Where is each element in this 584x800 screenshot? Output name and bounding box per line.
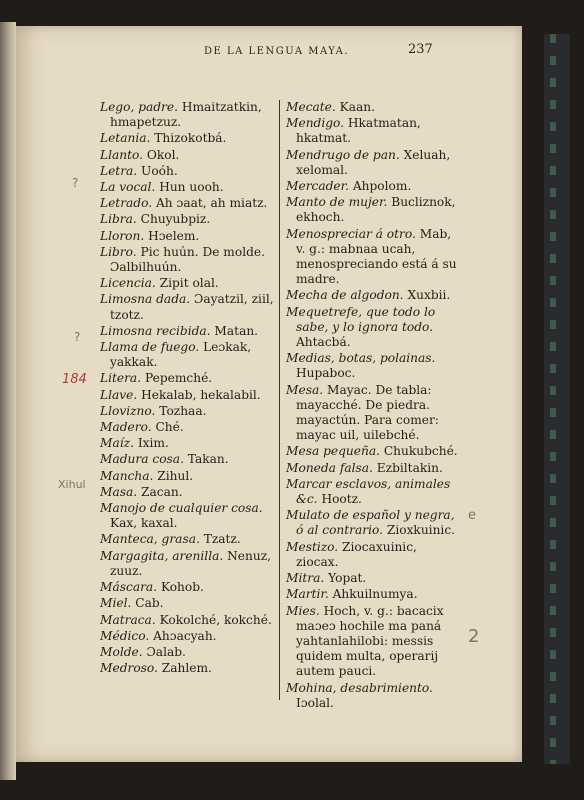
column-divider bbox=[279, 100, 280, 700]
page-number: 237 bbox=[408, 42, 433, 57]
entry-definition: Bucliznok, ekhoch. bbox=[296, 195, 456, 225]
dictionary-entry bbox=[286, 477, 462, 507]
pencil-mark-3: 2 bbox=[468, 626, 480, 647]
entry-headword: Martir. bbox=[286, 587, 329, 602]
entry-definition: Hmaitzatkin, hmapetzuz. bbox=[110, 100, 262, 130]
dictionary-entry bbox=[100, 388, 276, 403]
dictionary-entry bbox=[100, 549, 276, 579]
dictionary-entry bbox=[100, 164, 276, 179]
entry-definition: Hɔelem. bbox=[148, 228, 200, 243]
dictionary-entry bbox=[286, 227, 462, 288]
dictionary-entry bbox=[286, 288, 462, 303]
entry-definition: Ezbiltakin. bbox=[376, 460, 443, 475]
dictionary-entry bbox=[286, 587, 462, 602]
dictionary-entry bbox=[100, 501, 276, 531]
entry-headword: Litera. bbox=[100, 371, 142, 386]
dictionary-entry bbox=[100, 100, 276, 130]
dictionary-entry bbox=[100, 180, 276, 195]
entry-headword: Mulato de español y negra, ó al contrario. bbox=[286, 508, 455, 538]
entry-definition: Ahpolom. bbox=[352, 179, 412, 194]
dictionary-entry bbox=[100, 324, 276, 339]
dictionary-entry bbox=[286, 540, 462, 570]
entry-definition: Ɔayatzil, ziil, tzotz. bbox=[110, 292, 274, 322]
entry-headword: Menospreciar á otro. bbox=[286, 226, 416, 241]
entry-headword: Letrado. bbox=[100, 196, 153, 211]
dictionary-entry bbox=[100, 469, 276, 484]
dictionary-entry bbox=[286, 351, 462, 381]
entry-headword: Médico. bbox=[100, 628, 150, 643]
entry-definition: Leɔkak, yakkak. bbox=[110, 340, 252, 370]
book-binding bbox=[0, 22, 16, 780]
entry-definition: Hootz. bbox=[321, 492, 362, 507]
entry-headword: Mesa. bbox=[286, 382, 324, 397]
entry-headword: Limosna recibida. bbox=[100, 323, 211, 338]
entry-definition: Kaan. bbox=[339, 100, 376, 114]
entry-headword: Madero. bbox=[100, 420, 152, 435]
dictionary-entry bbox=[100, 532, 276, 547]
entry-definition: Ixim. bbox=[137, 436, 169, 451]
entry-headword: Molde. bbox=[100, 644, 143, 659]
book-cover-edge bbox=[544, 34, 570, 764]
entry-headword: Licencia. bbox=[100, 276, 156, 291]
entry-headword: Maíz. bbox=[100, 436, 134, 451]
dictionary-entry bbox=[286, 305, 462, 351]
entry-headword: Mohina, desabrimiento. bbox=[286, 680, 433, 695]
dictionary-entry bbox=[100, 661, 276, 676]
entry-definition: Iɔolal. bbox=[296, 695, 334, 710]
dictionary-entry bbox=[100, 629, 276, 644]
entry-headword: Lloron. bbox=[100, 228, 145, 243]
right-column bbox=[286, 100, 462, 712]
dictionary-entry bbox=[100, 645, 276, 660]
entry-headword: Llovizno. bbox=[100, 403, 156, 418]
dictionary-entry bbox=[100, 613, 276, 628]
dictionary-entry bbox=[100, 596, 276, 611]
left-column bbox=[100, 100, 276, 677]
entry-definition: Mayac. De tabla: mayacché. De piedra. mayactún. Para comer: mayac uil, uilebché. bbox=[296, 382, 439, 443]
entry-definition: Hkatmatan, hkatmat. bbox=[296, 116, 421, 146]
entry-headword: Manteca, grasa. bbox=[100, 532, 200, 547]
entry-definition: Zihul. bbox=[157, 468, 194, 483]
entry-headword: Mestizo. bbox=[286, 539, 339, 554]
dictionary-entry bbox=[286, 508, 462, 538]
entry-definition: Thizokotbá. bbox=[154, 131, 227, 146]
entry-headword: Letra. bbox=[100, 163, 138, 178]
entry-definition: Ah ɔaat, ah miatz. bbox=[155, 196, 268, 211]
entry-definition: Xeluah, xelomal. bbox=[296, 147, 451, 177]
dictionary-entry bbox=[286, 444, 462, 459]
entry-headword: Mitra. bbox=[286, 571, 325, 586]
dictionary-entry bbox=[286, 681, 462, 711]
entry-definition: Yopat. bbox=[328, 571, 367, 586]
entry-headword: Matraca. bbox=[100, 612, 156, 627]
dictionary-entry bbox=[286, 116, 462, 146]
entry-headword: Manojo de cualquier cosa. bbox=[100, 501, 263, 516]
dictionary-entry bbox=[100, 229, 276, 244]
entry-headword: Marcar esclavos, animales &c. bbox=[286, 476, 451, 507]
dictionary-entry bbox=[286, 148, 462, 178]
entry-definition: Ché. bbox=[155, 420, 184, 435]
entry-definition: Hupaboc. bbox=[296, 366, 356, 381]
entry-definition: Tozhaa. bbox=[159, 403, 207, 418]
entry-headword: Mercader. bbox=[286, 179, 349, 194]
entry-headword: Libro. bbox=[100, 244, 137, 259]
dictionary-entry bbox=[286, 179, 462, 194]
entry-definition: Pic huún. De molde. Ɔalbilhuún. bbox=[110, 244, 265, 275]
dictionary-entry bbox=[286, 571, 462, 586]
entry-headword: Masa. bbox=[100, 484, 138, 499]
entry-definition: Okol. bbox=[146, 147, 180, 162]
entry-headword: Llave. bbox=[100, 387, 138, 402]
dictionary-entry bbox=[100, 420, 276, 435]
entry-headword: Miel. bbox=[100, 596, 132, 611]
entry-definition: Tzatz. bbox=[203, 532, 241, 547]
entry-headword: Margagita, arenilla. bbox=[100, 548, 224, 563]
entry-definition: Ziocaxuinic, ziocax. bbox=[296, 539, 417, 569]
entry-headword: Medias, botas, polainas. bbox=[286, 351, 436, 366]
dictionary-entry bbox=[100, 148, 276, 163]
entry-headword: Mesa pequeña. bbox=[286, 444, 380, 459]
entry-headword: Limosna dada. bbox=[100, 292, 191, 307]
dictionary-entry bbox=[100, 580, 276, 595]
dictionary-entry bbox=[100, 436, 276, 451]
dictionary-entry bbox=[286, 461, 462, 476]
entry-headword: Mecate. bbox=[286, 100, 336, 114]
entry-headword: Mecha de algodon. bbox=[286, 288, 404, 303]
entry-headword: Mies. bbox=[286, 603, 320, 618]
entry-headword: Llanto. bbox=[100, 147, 144, 162]
dictionary-entry bbox=[100, 276, 276, 291]
entry-definition: Cab. bbox=[135, 596, 164, 611]
entry-definition: Kohob. bbox=[160, 580, 204, 595]
red-margin-number: 184 bbox=[62, 372, 87, 387]
dictionary-entry bbox=[100, 485, 276, 500]
dictionary-entry bbox=[100, 212, 276, 227]
pencil-mark-1: ? bbox=[72, 176, 79, 190]
dictionary-entry bbox=[100, 131, 276, 146]
entry-definition: Zioxkuinic. bbox=[386, 523, 456, 538]
entry-definition: Kax, kaxal. bbox=[110, 516, 178, 531]
running-title: DE LA LENGUA MAYA. bbox=[204, 46, 350, 57]
entry-headword: Letania. bbox=[100, 131, 151, 146]
entry-headword: Mequetrefe, que todo lo sabe, y lo ignora todo. bbox=[286, 304, 436, 334]
entry-definition: Chukubché. bbox=[383, 444, 458, 459]
pencil-margin-word: Xihul bbox=[58, 478, 86, 491]
dictionary-entry bbox=[100, 292, 276, 322]
dictionary-entry bbox=[286, 383, 462, 444]
entry-headword: Libra. bbox=[100, 212, 137, 227]
entry-headword: Mancha. bbox=[100, 468, 154, 483]
entry-definition: Takan. bbox=[187, 452, 229, 467]
entry-headword: Medroso. bbox=[100, 661, 158, 676]
entry-definition: Ahɔacyah. bbox=[153, 628, 217, 643]
entry-headword: Lego, padre. bbox=[100, 100, 178, 114]
entry-definition: Hun uooh. bbox=[159, 180, 224, 195]
entry-definition: Zahlem. bbox=[161, 661, 212, 676]
entry-definition: Nenuz, zuuz. bbox=[110, 548, 271, 578]
dictionary-entry bbox=[100, 371, 276, 386]
entry-definition: Kokolché, kokché. bbox=[159, 612, 272, 627]
dictionary-entry bbox=[100, 404, 276, 419]
dictionary-entry bbox=[286, 195, 462, 225]
entry-headword: La vocal. bbox=[100, 180, 156, 195]
entry-definition: Ɔalab. bbox=[146, 644, 186, 659]
entry-headword: Mendigo. bbox=[286, 116, 345, 131]
entry-definition: Zipit olal. bbox=[159, 276, 219, 291]
entry-definition: Ahkuilnumya. bbox=[332, 587, 418, 602]
dictionary-entry bbox=[100, 196, 276, 211]
entry-headword: Moneda falsa. bbox=[286, 460, 373, 475]
entry-definition: Chuyubpiz. bbox=[140, 212, 211, 227]
entry-definition: Matan. bbox=[214, 323, 259, 338]
dictionary-entry bbox=[100, 340, 276, 370]
entry-definition: Pepemché. bbox=[144, 371, 213, 386]
entry-headword: Mendrugo de pan. bbox=[286, 147, 400, 162]
dictionary-entry bbox=[286, 604, 462, 680]
dictionary-entry bbox=[100, 245, 276, 275]
entry-headword: Llama de fuego. bbox=[100, 340, 200, 355]
dictionary-entry bbox=[286, 100, 462, 115]
entry-definition: Mab, v. g.: mabnaa ucah, menospreciando está á su madre. bbox=[296, 226, 457, 287]
entry-headword: Máscara. bbox=[100, 580, 158, 595]
entry-definition: Zacan. bbox=[141, 484, 183, 499]
entry-definition: Ahtacbá. bbox=[296, 335, 351, 350]
entry-definition: Hekalab, hekalabil. bbox=[141, 387, 261, 402]
entry-definition: Xuxbii. bbox=[407, 288, 451, 303]
entry-definition: Hoch, v. g.: bacacix maɔeɔ hochile ma paná yahtanlahilobi: messis quidem multa, operarij autem pauci. bbox=[296, 603, 444, 679]
entry-headword: Manto de mujer. bbox=[286, 195, 388, 210]
pencil-mark-2: ? bbox=[74, 330, 81, 344]
pencil-mark-4: e bbox=[468, 508, 476, 523]
entry-definition: Uoóh. bbox=[141, 163, 178, 178]
dictionary-entry bbox=[100, 452, 276, 467]
entry-headword: Madura cosa. bbox=[100, 452, 184, 467]
